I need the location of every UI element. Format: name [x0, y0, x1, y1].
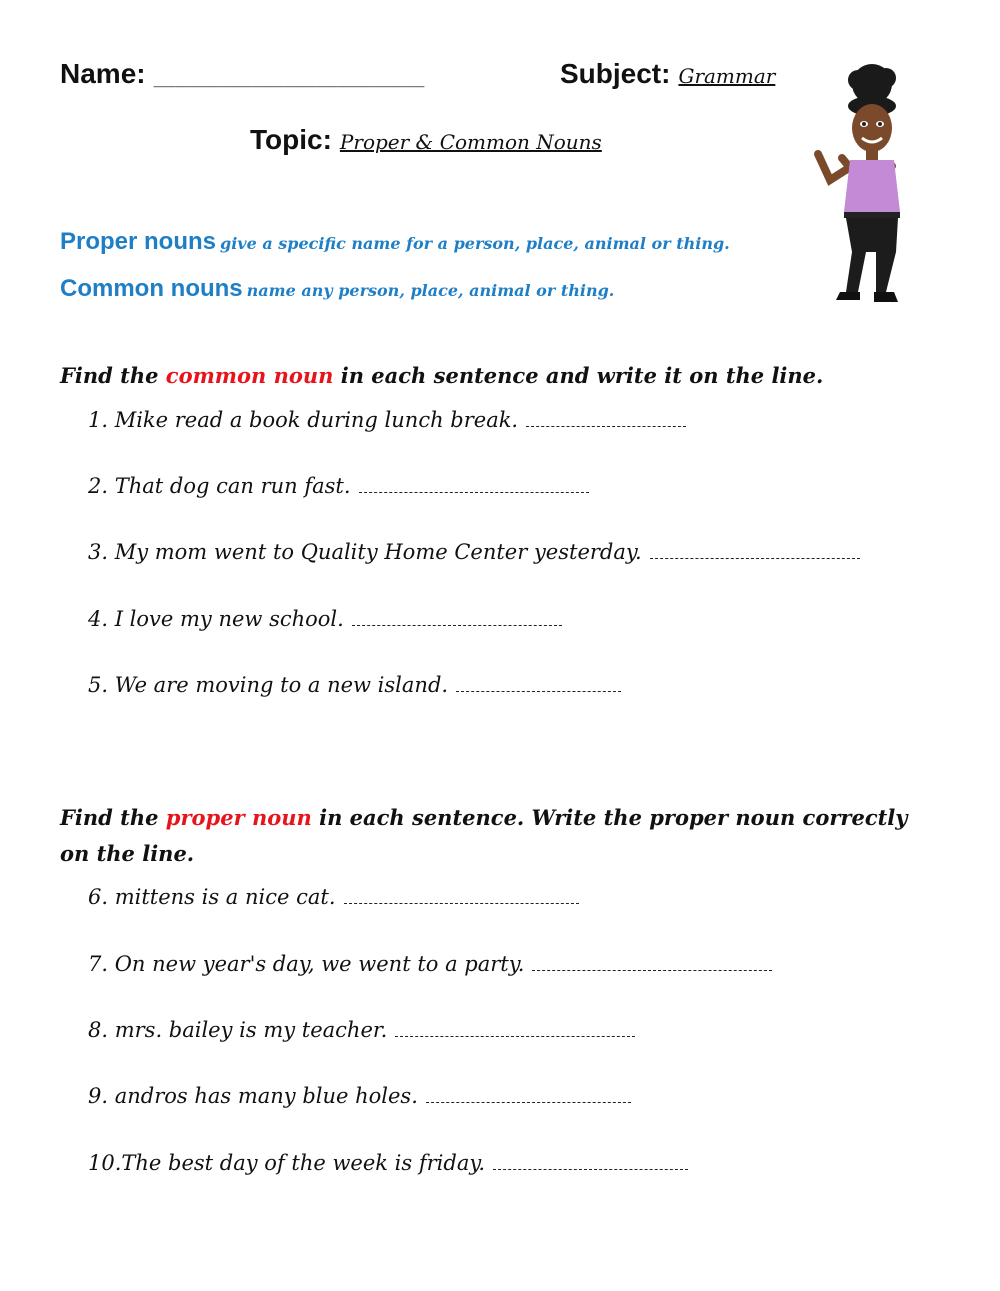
subject-value: Grammar	[678, 64, 776, 88]
answer-line-1[interactable]	[526, 410, 686, 427]
teacher-avatar-icon	[800, 62, 920, 307]
list-item	[88, 952, 772, 976]
section1-instruction-highlight: common noun	[165, 363, 334, 388]
section1-instruction	[60, 358, 823, 394]
item-text-4: 4. I love my new school.	[88, 607, 344, 631]
common-definition	[60, 275, 614, 303]
item-text-7: 7. On new year's day, we went to a party.	[88, 952, 525, 976]
list-item	[88, 885, 579, 909]
name-row	[60, 58, 425, 90]
subject-label: Subject:	[560, 58, 671, 89]
item-text-8: 8. mrs. bailey is my teacher.	[88, 1018, 388, 1042]
proper-text: give a specific name for a person, place, animal or thing.	[220, 234, 730, 253]
section2-instruction	[60, 800, 908, 872]
common-term: Common nouns	[60, 275, 243, 302]
item-text-5: 5. We are moving to a new island.	[88, 673, 449, 697]
topic-value: Proper & Common Nouns	[339, 130, 602, 154]
answer-line-4[interactable]	[352, 609, 562, 626]
answer-line-10[interactable]	[493, 1153, 688, 1170]
item-text-2: 2. That dog can run fast.	[88, 474, 351, 498]
common-text: name any person, place, animal or thing.	[246, 281, 615, 300]
item-text-3: 3. My mom went to Quality Home Center yesterday.	[88, 540, 642, 564]
list-item	[88, 673, 621, 697]
name-blank[interactable]: _________________________	[153, 67, 425, 88]
list-item	[88, 1018, 635, 1042]
section1-instruction-pre: Find the	[60, 363, 166, 388]
list-item	[88, 1151, 688, 1175]
proper-term: Proper nouns	[60, 228, 217, 255]
name-label: Name:	[60, 58, 146, 89]
list-item	[88, 408, 686, 432]
section1-instruction-post: in each sentence and write it on the line.	[333, 363, 824, 388]
list-item	[88, 474, 589, 498]
answer-line-7[interactable]	[532, 954, 772, 971]
proper-definition	[60, 228, 730, 256]
topic-row	[250, 124, 602, 156]
item-text-10: 10.The best day of the week is friday.	[88, 1151, 486, 1175]
answer-line-2[interactable]	[359, 476, 589, 493]
answer-line-3[interactable]	[650, 542, 860, 559]
item-text-9: 9. andros has many blue holes.	[88, 1084, 418, 1108]
answer-line-8[interactable]	[395, 1020, 635, 1037]
section2-instruction-pre: Find the	[60, 805, 166, 830]
list-item	[88, 1084, 631, 1108]
answer-line-5[interactable]	[456, 675, 621, 692]
topic-label: Topic:	[250, 124, 332, 155]
section2-instruction-line2: on the line.	[60, 841, 195, 866]
section2-instruction-highlight: proper noun	[165, 805, 312, 830]
item-text-6: 6. mittens is a nice cat.	[88, 885, 336, 909]
item-text-1: 1. Mike read a book during lunch break.	[88, 408, 519, 432]
answer-line-9[interactable]	[426, 1086, 631, 1103]
list-item	[88, 540, 860, 564]
list-item	[88, 607, 562, 631]
subject-row	[560, 58, 775, 90]
section2-instruction-post: in each sentence. Write the proper noun correctly	[311, 805, 908, 830]
answer-line-6[interactable]	[344, 887, 579, 904]
